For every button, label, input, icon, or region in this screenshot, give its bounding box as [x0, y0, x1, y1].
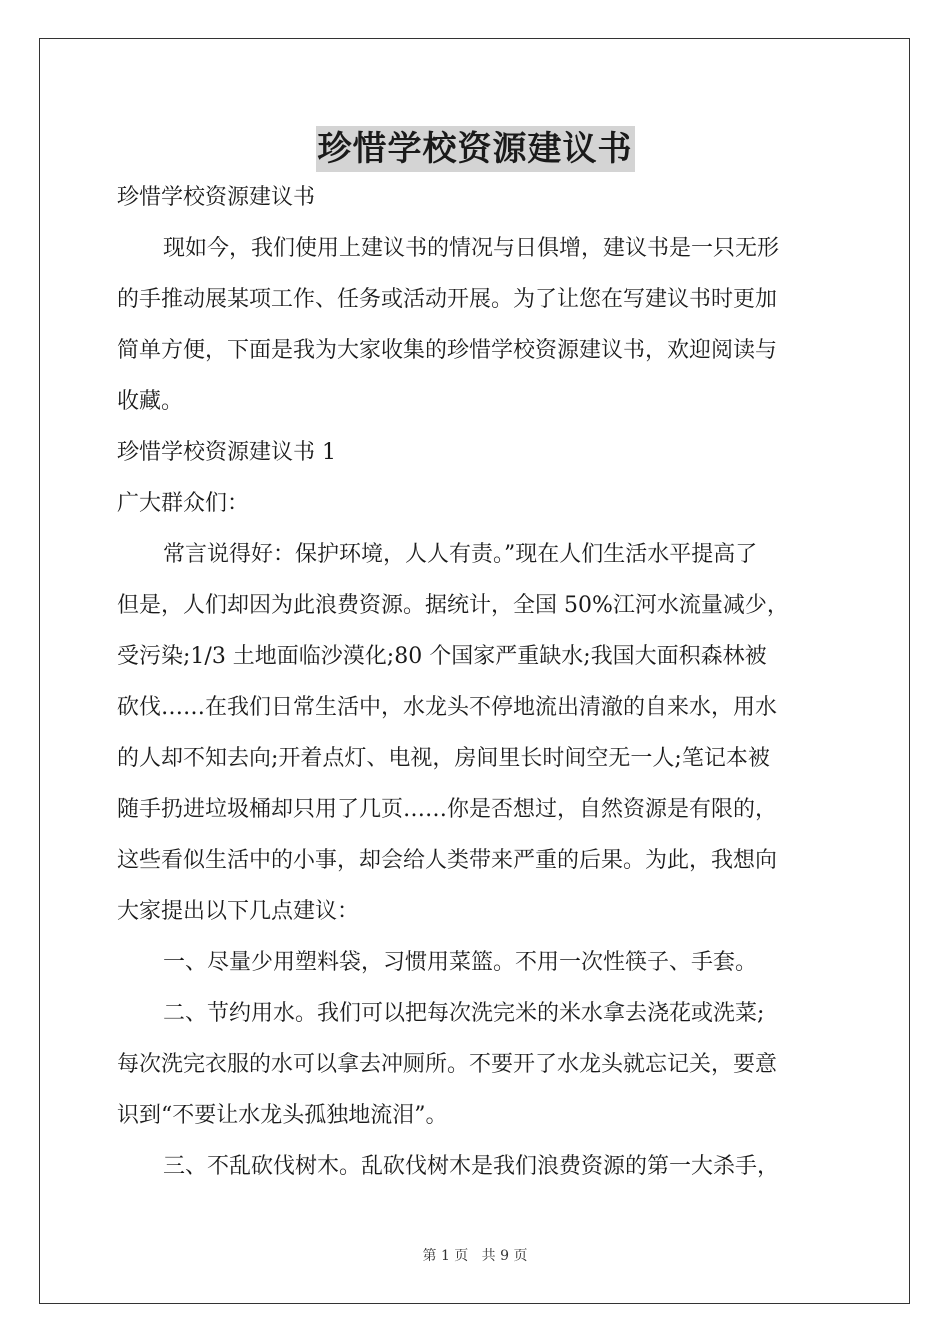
body-line: 的人却不知去向;开着点灯、电视，房间里长时间空无一人;笔记本被 [117, 746, 770, 771]
body-line: 随手扔进垃圾桶却只用了几页……你是否想过，自然资源是有限的， [117, 797, 778, 822]
body-line: 识到“不要让水龙头孤独地流泪”。 [117, 1103, 448, 1128]
body-line: 每次洗完衣服的水可以拿去冲厕所。不要开了水龙头就忘记关，要意 [117, 1052, 778, 1077]
body-line: 二、节约用水。我们可以把每次洗完米的米水拿去浇花或洗菜; [163, 1001, 765, 1026]
body-line: 现如今，我们使用上建议书的情况与日俱增，建议书是一只无形 [163, 236, 780, 261]
page-total: 共 9 页 [481, 1248, 528, 1264]
body-line: 受污染;1/3 土地面临沙漠化;80 个国家严重缺水;我国大面积森林被 [117, 644, 767, 669]
body-line: 大家提出以下几点建议： [117, 899, 360, 924]
body-line: 收藏。 [117, 389, 184, 414]
page-footer [0, 1246, 950, 1266]
body-line: 三、不乱砍伐树木。乱砍伐树木是我们浪费资源的第一大杀手， [163, 1154, 780, 1179]
document-title: 珍惜学校资源建议书 [316, 126, 635, 172]
page-number: 第 1 页 [422, 1248, 469, 1264]
body-line: 简单方便，下面是我为大家收集的珍惜学校资源建议书，欢迎阅读与 [117, 338, 778, 363]
title-container [0, 126, 950, 172]
body-line: 常言说得好：保护环境，人人有责。”现在人们生活水平提高了 [163, 542, 758, 567]
body-line: 的手推动展某项工作、任务或活动开展。为了让您在写建议书时更加 [117, 287, 778, 312]
body-line: 珍惜学校资源建议书 [117, 185, 316, 210]
document-body [117, 172, 837, 1192]
body-line: 这些看似生活中的小事，却会给人类带来严重的后果。为此，我想向 [117, 848, 778, 873]
body-line: 一、尽量少用塑料袋，习惯用菜篮。不用一次性筷子、手套。 [163, 950, 758, 975]
body-line: 珍惜学校资源建议书 1 [117, 440, 336, 465]
body-line: 砍伐……在我们日常生活中，水龙头不停地流出清澈的自来水，用水 [117, 695, 778, 720]
body-line: 但是，人们却因为此浪费资源。据统计，全国 50%江河水流量减少， [117, 593, 789, 618]
body-line: 广大群众们： [117, 491, 250, 516]
